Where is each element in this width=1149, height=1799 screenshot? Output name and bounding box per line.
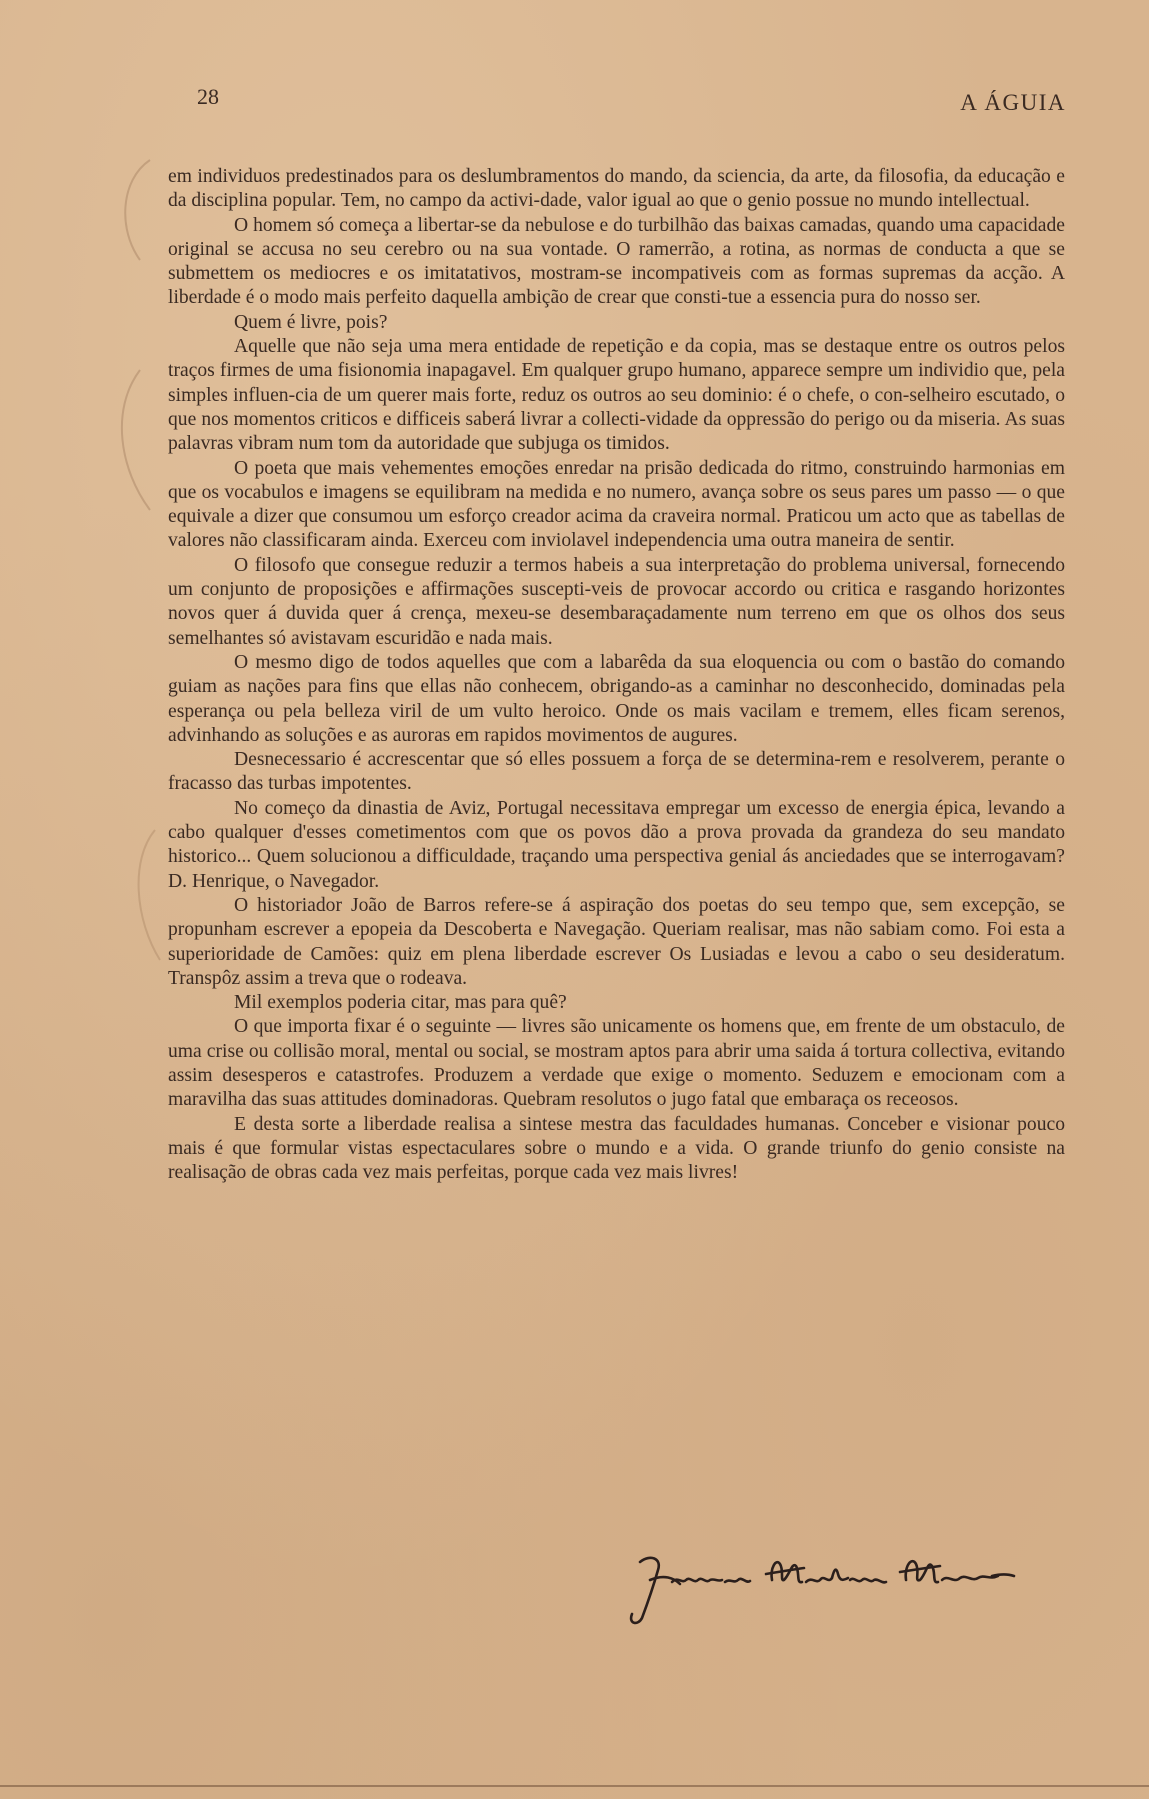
page-bottom-edge (0, 1785, 1149, 1787)
paragraph: O homem só começa a libertar-se da nebulose e do turbilhão das baixas camadas, quando uma capacidade original se accusa no seu cerebro ou na sua vontade. O ramerrão, a rotina, as normas de conducta a que se submettem os mediocres e os imitatativos, mostram-se incompativeis com as formas supremas da acção. A liberdade é o modo mais perfeito daquella ambição de crear que consti-tue a essencia pura do nosso ser. (168, 214, 1065, 309)
paragraph: O que importa fixar é o seguinte — livres são unicamente os homens que, em frente de um obstaculo, de uma crise ou collisão moral, mental ou social, se mostram aptos para abrir uma saida á tortura collectiva, evitando assim desesperos e catastrofes. Produzem a verdade que exige o momento. Seduzem e emocionam com a maravilha das suas attitudes dominadoras. Quebram resolutos o jugo fatal que embaraça os receosos. (168, 1016, 1065, 1111)
paragraph: Aquelle que não seja uma mera entidade de repetição e da copia, mas se destaque entre os outros pelos traços firmes de uma fisionomia inapagavel. Em qualquer grupo humano, apparece sempre um individio que, pela simples influen-cia de um querer mais forte, reduz os outros ao seu dominio: é o chefe, o con-selheiro escutado, o que nos momentos criticos e difficeis saberá livrar a collecti-vidade da oppressão do perigo ou da miseria. As suas palavras vibram num tom da autoridade que subjuga os timidos. (168, 336, 1065, 455)
signature-drawing (620, 1540, 1040, 1630)
paragraph-continuation: em individuos predestinados para os deslumbramentos do mando, da sciencia, da arte, da filosofia, da educação e da disciplina popular. Tem, no campo da activi-dade, valor igual ao que o genio possue no mundo intellectual. (168, 166, 1065, 212)
paragraph: O filosofo que consegue reduzir a termos habeis a sua interpretação do problema universal, fornecendo um conjunto de proposições e affirmações suscepti-veis de provocar accordo ou critica e rasgando horizontes novos quer á duvida quer á crença, mexeu-se desembaraçadamente num terreno em que os olhos dos seus semelhantes só avistavam escuridão e nada mais. (168, 554, 1065, 649)
paragraph-question: Quem é livre, pois? (234, 311, 388, 333)
handwritten-signature (620, 1540, 1040, 1630)
article-body (168, 165, 1065, 1185)
margin-stain-decoration (110, 150, 170, 570)
margin-stain-decoration (115, 820, 175, 1020)
paragraph: O mesmo digo de todos aquelles que com a labarêda da sua eloquencia ou com o bastão do comando guiam as nações para fins que ellas não conhecem, obrigando-as a caminhar no desconhecido, dominadas pela esperança ou pela belleza viril de um vulto heroico. Onde os mais vacilam e tremem, elles ficam serenos, advinhando as soluções e as auroras em rapidos movimentos de augures. (168, 651, 1065, 746)
paragraph: Desnecessario é accrescentar que só elles possuem a força de se determina-rem e resolverem, perante o fracasso das turbas impotentes. (168, 749, 1065, 795)
paragraph: O historiador João de Barros refere-se á aspiração dos poetas do seu tempo que, sem excepção, se propunham escrever a epopeia da Descoberta e Navegação. Queriam realisar, mas não sabiam como. Foi esta a superioridade de Camões: quiz em plena liberdade escrever Os Lusiadas e levou a cabo o seu desideratum. Transpôz assim a treva que o rodeava. (168, 894, 1065, 989)
page-number: 28 (197, 84, 219, 109)
paragraph: No começo da dinastia de Aviz, Portugal necessitava empregar um excesso de energia épica, levando a cabo qualquer d'esses cometimentos com que os povos dão a prova provada da grandeza do seu mandato historico... Quem solucionou a difficuldade, traçando uma perspectiva genial ás anciedades que se interrogavam? D. Henrique, o Navegador. (168, 797, 1065, 892)
running-title: A ÁGUIA (960, 90, 1066, 115)
paragraph-closing: E desta sorte a liberdade realisa a sintese mestra das faculdades humanas. Conceber e visionar pouco mais é que formular vistas espectaculares sobre o mundo e a vida. O grande triunfo do genio consiste na realisação de obras cada vez mais perfeitas, porque cada vez mais livres! (168, 1113, 1065, 1184)
paragraph: O poeta que mais vehementes emoções enredar na prisão dedicada do ritmo, construindo harmonias em que os vocabulos e imagens se equilibram na medida e no numero, avança sobre os seus pares um passo — o que equivale a dizer que consumou um esforço creador acima da craveira normal. Praticou um acto que as tabellas de valores não classificaram ainda. Exerceu com inviolavel independencia uma outra maneira de sentir. (168, 457, 1065, 552)
paragraph: Mil exemplos poderia citar, mas para quê? (234, 992, 567, 1014)
page-header (197, 82, 1066, 122)
